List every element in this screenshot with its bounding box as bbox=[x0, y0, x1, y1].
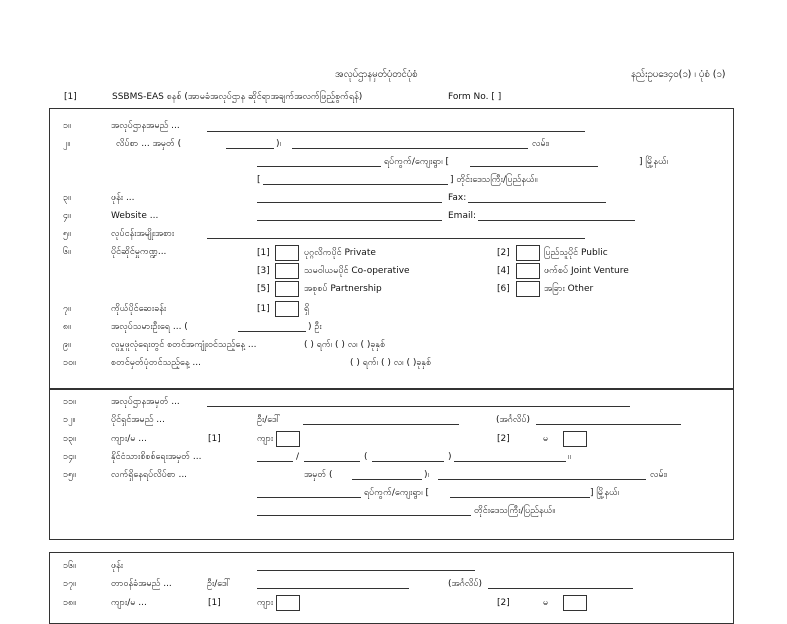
label-manager-name: တာဝန်ခံအမည် ... bbox=[111, 579, 172, 589]
bracket-open: [ bbox=[257, 175, 261, 185]
phone-field[interactable] bbox=[257, 202, 442, 203]
row-num: ၆။ bbox=[63, 247, 71, 257]
female-label: မ bbox=[543, 434, 549, 444]
label-workers: အလုပ်သမားဦးရေ ... ( bbox=[111, 322, 188, 332]
checkbox-owner-male[interactable] bbox=[276, 431, 300, 447]
option-code: [2] bbox=[497, 248, 510, 258]
email-field[interactable] bbox=[478, 220, 635, 221]
owner-township-field[interactable] bbox=[450, 497, 590, 498]
address-number-field[interactable] bbox=[226, 148, 274, 149]
nrc-separator: / bbox=[296, 452, 300, 462]
nrc-separator: ( bbox=[364, 452, 368, 462]
workers-suffix: ) ဦး bbox=[308, 322, 322, 332]
form-reference: နည်းဥပဒေ၄၀(၁) ၊ ပုံစံ (၁) bbox=[631, 69, 726, 80]
checkbox-other[interactable] bbox=[516, 281, 540, 297]
coverage-date-field[interactable]: ( ) ရက်၊ ( ) လ၊ ( )ခုနှစ် bbox=[304, 340, 386, 350]
label-manager-phone: ဖုန်း bbox=[111, 561, 124, 571]
option-public: ပြည်သူပိုင် Public bbox=[544, 248, 608, 258]
township-label: ] မြို့နယ်၊ bbox=[590, 488, 620, 498]
email-label: Email: bbox=[448, 211, 477, 221]
row-num: ၇။ bbox=[63, 304, 71, 314]
nrc-separator: ) bbox=[448, 452, 452, 462]
row-num: ၁။ bbox=[63, 121, 71, 131]
english-label: (အင်္ဂလိပ်) bbox=[448, 579, 482, 589]
checkbox-joint-venture[interactable] bbox=[516, 263, 540, 279]
township-field[interactable] bbox=[470, 166, 598, 167]
section-owner bbox=[49, 388, 734, 540]
checkbox-public[interactable] bbox=[516, 245, 540, 261]
label-clinic: ကိုယ်ပိုင်ဆေးခန်း bbox=[111, 304, 167, 314]
label-owner-address: လက်ရှိနေရပ်လိပ်စာ ... bbox=[111, 470, 188, 480]
workers-count-field[interactable] bbox=[238, 331, 306, 332]
option-code: [6] bbox=[497, 284, 510, 294]
manager-name-field[interactable] bbox=[257, 588, 409, 589]
row-num: ၁၂။ bbox=[63, 415, 76, 425]
nrc-state-field[interactable] bbox=[257, 461, 293, 462]
option-code: [2] bbox=[497, 434, 510, 444]
checkbox-private[interactable] bbox=[275, 245, 299, 261]
english-label: (အင်္ဂလိပ်) bbox=[496, 415, 530, 425]
form-title: အလုပ်ဌာနမှတ်ပုံတင်ပုံစံ bbox=[335, 69, 418, 80]
option-private: ပုဂ္ဂလိကပိုင် Private bbox=[304, 248, 376, 258]
form-number: Form No. [ ] bbox=[448, 92, 502, 102]
label-registration-date: စတင်မှတ်ပုံတင်သည့်နေ့ ... bbox=[111, 358, 201, 368]
label-ownership: ပိုင်ဆိုင်မှုကဏ္ဍ... bbox=[111, 247, 167, 257]
option-code: [1] bbox=[208, 598, 221, 608]
manager-name-english-field[interactable] bbox=[488, 588, 633, 589]
nrc-number-field[interactable] bbox=[454, 461, 566, 462]
paren-close: )၊ bbox=[424, 470, 429, 480]
female-label: မ bbox=[543, 598, 549, 608]
owner-ward-field[interactable] bbox=[257, 497, 361, 498]
row-num: ၁၆။ bbox=[63, 561, 76, 571]
label-manager-sex: ကျား/မ ... bbox=[111, 598, 147, 608]
website-field[interactable] bbox=[257, 220, 442, 221]
label-owner-name: ပိုင်ရှင်အမည် ... bbox=[111, 415, 165, 425]
option-code: [1] bbox=[257, 304, 270, 314]
owner-name-english-field[interactable] bbox=[536, 424, 681, 425]
ward-field[interactable] bbox=[257, 166, 381, 167]
address-number-label: အမှတ် ( bbox=[304, 470, 333, 480]
ward-label: ရပ်ကွက်/ကျေးရွာ၊ [ bbox=[384, 157, 450, 167]
label-establishment-name: အလုပ်ဌာနအမည် ... bbox=[111, 121, 180, 131]
option-code: [2] bbox=[497, 598, 510, 608]
checkbox-cooperative[interactable] bbox=[275, 263, 299, 279]
form-name: SSBMS-EAS စနစ် (အာမခံအလုပ်ဌာန ဆိုင်ရာအချက်အလက်ဖြည့်စွက်ရန်) bbox=[112, 92, 363, 102]
option-other: အခြား Other bbox=[544, 284, 594, 294]
row-num: ၉။ bbox=[63, 340, 71, 350]
option-code: [5] bbox=[257, 284, 270, 294]
row-num: ၁၅။ bbox=[63, 470, 76, 480]
label-nrc: နိုင်ငံသားစိစစ်ရေးအမှတ် ... bbox=[111, 452, 202, 462]
business-type-field[interactable] bbox=[207, 238, 585, 239]
owner-name-field[interactable] bbox=[303, 424, 459, 425]
row-num: ၁၄။ bbox=[63, 452, 76, 462]
checkbox-manager-male[interactable] bbox=[276, 595, 300, 611]
region-label: ] တိုင်းဒေသကြီး/ပြည်နယ်။ bbox=[450, 175, 538, 185]
form-code: [1] bbox=[64, 92, 77, 102]
checkbox-clinic[interactable] bbox=[275, 301, 299, 317]
owner-title: ဦး/ဒေါ် bbox=[257, 415, 281, 425]
label-website: Website ... bbox=[111, 211, 159, 221]
label-coverage-date: လူမှုဖူလုံရေးတွင် စတင်အကျုံးဝင်သည့်နေ့ ... bbox=[111, 340, 257, 350]
township-label: ] မြို့နယ်၊ bbox=[639, 157, 669, 167]
row-num: ၁၃။ bbox=[63, 434, 76, 444]
checkbox-partnership[interactable] bbox=[275, 281, 299, 297]
checkbox-manager-female[interactable] bbox=[563, 595, 587, 611]
row-num: ၂။ bbox=[63, 139, 71, 149]
label-phone: ဖုန်း ... bbox=[111, 193, 135, 203]
row-num: ၁၈။ bbox=[63, 598, 76, 608]
manager-phone-field[interactable] bbox=[257, 570, 475, 571]
paren-close: )၊ bbox=[276, 139, 281, 149]
owner-region-field[interactable] bbox=[257, 515, 471, 516]
fax-field[interactable] bbox=[468, 202, 606, 203]
label-establishment-number: အလုပ်ဌာနအမှတ် ... bbox=[111, 397, 180, 407]
nrc-type-field[interactable] bbox=[372, 461, 444, 462]
checkbox-owner-female[interactable] bbox=[563, 431, 587, 447]
row-num: ၃။ bbox=[63, 193, 71, 203]
owner-street-field[interactable] bbox=[438, 479, 646, 480]
option-code: [4] bbox=[497, 266, 510, 276]
row-num: ၁၀။ bbox=[63, 358, 76, 368]
owner-address-number-field[interactable] bbox=[352, 479, 422, 480]
nrc-end: ။ bbox=[568, 452, 571, 462]
establishment-name-field[interactable] bbox=[207, 131, 585, 132]
lane-label: လမ်း၊ bbox=[532, 139, 550, 149]
region-label: တိုင်းဒေသကြီး/ပြည်နယ်။ bbox=[474, 506, 556, 516]
male-label: ကျား bbox=[257, 598, 274, 608]
option-code: [3] bbox=[257, 266, 270, 276]
lane-label: လမ်း၊ bbox=[650, 470, 668, 480]
label-business-type: လုပ်ငန်းအမျိုးအစား bbox=[111, 229, 175, 239]
option-partnership: အစုစပ် Partnership bbox=[304, 284, 382, 294]
row-num: ၁၁။ bbox=[63, 397, 76, 407]
nrc-township-field[interactable] bbox=[304, 461, 360, 462]
option-code: [1] bbox=[208, 434, 221, 444]
option-cooperative: သမဝါယမပိုင် Co-operative bbox=[304, 266, 410, 276]
street-field[interactable] bbox=[292, 148, 528, 149]
row-num: ၄။ bbox=[63, 211, 71, 221]
fax-label: Fax: bbox=[448, 193, 467, 203]
establishment-number-field[interactable] bbox=[207, 406, 630, 407]
row-num: ၅။ bbox=[63, 229, 71, 239]
region-field[interactable] bbox=[263, 184, 448, 185]
manager-title: ဦး/ဒေါ် bbox=[207, 579, 231, 589]
label-owner-sex: ကျား/မ ... bbox=[111, 434, 147, 444]
option-code: [1] bbox=[257, 248, 270, 258]
option-joint-venture: ဖက်စပ် Joint Venture bbox=[544, 266, 629, 276]
row-num: ၈။ bbox=[63, 322, 71, 332]
male-label: ကျား bbox=[257, 434, 274, 444]
row-num: ၁၇။ bbox=[63, 579, 76, 589]
clinic-yes-label: ရှိ bbox=[304, 304, 310, 314]
registration-date-field[interactable]: ( ) ရက်၊ ( ) လ၊ ( )ခုနှစ် bbox=[350, 358, 432, 368]
label-address: လိပ်စာ ... အမှတ် ( bbox=[116, 139, 182, 149]
ward-label: ရပ်ကွက်/ကျေးရွာ၊ [ bbox=[364, 488, 430, 498]
